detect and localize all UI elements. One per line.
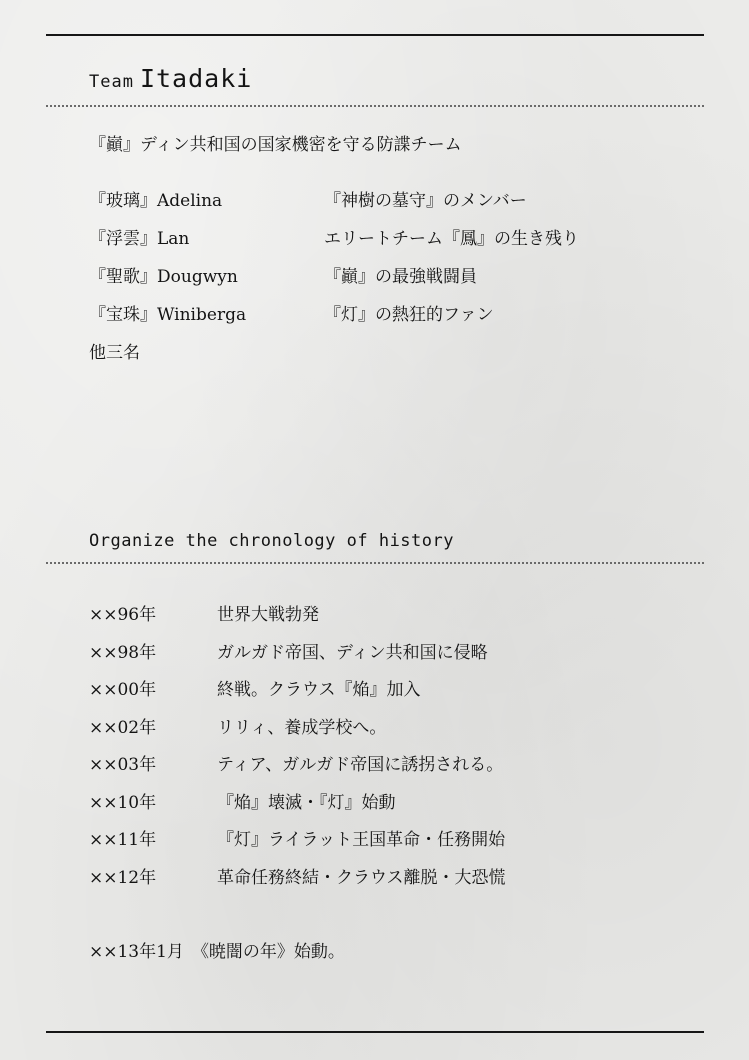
- timeline-event: 世界大戦勃発: [217, 605, 319, 625]
- final-event: 《暁闇の年》始動。: [191, 942, 345, 962]
- top-rule: [46, 34, 704, 36]
- timeline-event: 『焔』壊滅・『灯』始動: [217, 792, 396, 813]
- timeline: [89, 600, 709, 900]
- timeline-year: ××10年: [89, 792, 157, 813]
- timeline-event: リリィ、養成学校へ。: [217, 717, 387, 738]
- timeline-year: ××12年: [89, 867, 157, 888]
- timeline-row: [89, 713, 709, 751]
- team-name: Itadaki: [139, 64, 253, 93]
- timeline-event: ティア、ガルガド帝国に誘拐される。: [217, 755, 504, 775]
- timeline-event: 『灯』ライラット王国革命・任務開始: [217, 830, 506, 850]
- member-role: エリートチーム『鳳』の生き残り: [324, 229, 579, 249]
- final-year: ××13年1月: [89, 942, 184, 962]
- bottom-rule: [46, 1031, 704, 1033]
- team-divider: [46, 105, 704, 107]
- member-name: 『宝珠』Winiberga: [89, 305, 247, 325]
- member-row: [89, 300, 689, 338]
- timeline-row: [89, 750, 709, 788]
- member-name: 『浮雲』Lan: [89, 229, 190, 249]
- timeline-event: 革命任務終結・クラウス離脱・大恐慌: [217, 867, 506, 888]
- member-role: 『神樹の墓守』のメンバー: [324, 191, 527, 211]
- timeline-year: ××98年: [89, 642, 157, 663]
- timeline-row: [89, 675, 709, 713]
- timeline-row: [89, 638, 709, 676]
- member-role: 『巓』の最強戦闘員: [324, 267, 477, 287]
- member-row: [89, 224, 689, 262]
- timeline-event: 終戦。クラウス『焔』加入: [217, 680, 421, 700]
- timeline-year: ××00年: [89, 680, 157, 700]
- timeline-year: ××03年: [89, 755, 157, 775]
- member-row: [89, 186, 689, 224]
- others-note: 他三名: [89, 343, 140, 363]
- timeline-row: [89, 788, 709, 826]
- timeline-row: [89, 600, 709, 638]
- member-name: 『玻璃』Adelina: [89, 191, 223, 211]
- team-label: Team: [89, 72, 134, 92]
- final-entry: [89, 937, 345, 962]
- team-description: 『巓』ディン共和国の国家機密を守る防諜チーム: [89, 135, 462, 155]
- member-name: 『聖歌』Dougwyn: [89, 267, 238, 287]
- team-header: [89, 64, 252, 93]
- timeline-event: ガルガド帝国、ディン共和国に侵略: [217, 642, 488, 663]
- timeline-year: ××96年: [89, 605, 157, 625]
- chronology-title: Organize the chronology of history: [89, 531, 454, 551]
- chronology-divider: [46, 562, 704, 564]
- member-row: [89, 262, 689, 300]
- timeline-row: [89, 863, 709, 901]
- timeline-year: ××02年: [89, 717, 157, 738]
- member-role: 『灯』の熱狂的ファン: [324, 305, 494, 325]
- member-list: [89, 186, 689, 338]
- timeline-year: ××11年: [89, 830, 157, 850]
- timeline-row: [89, 825, 709, 863]
